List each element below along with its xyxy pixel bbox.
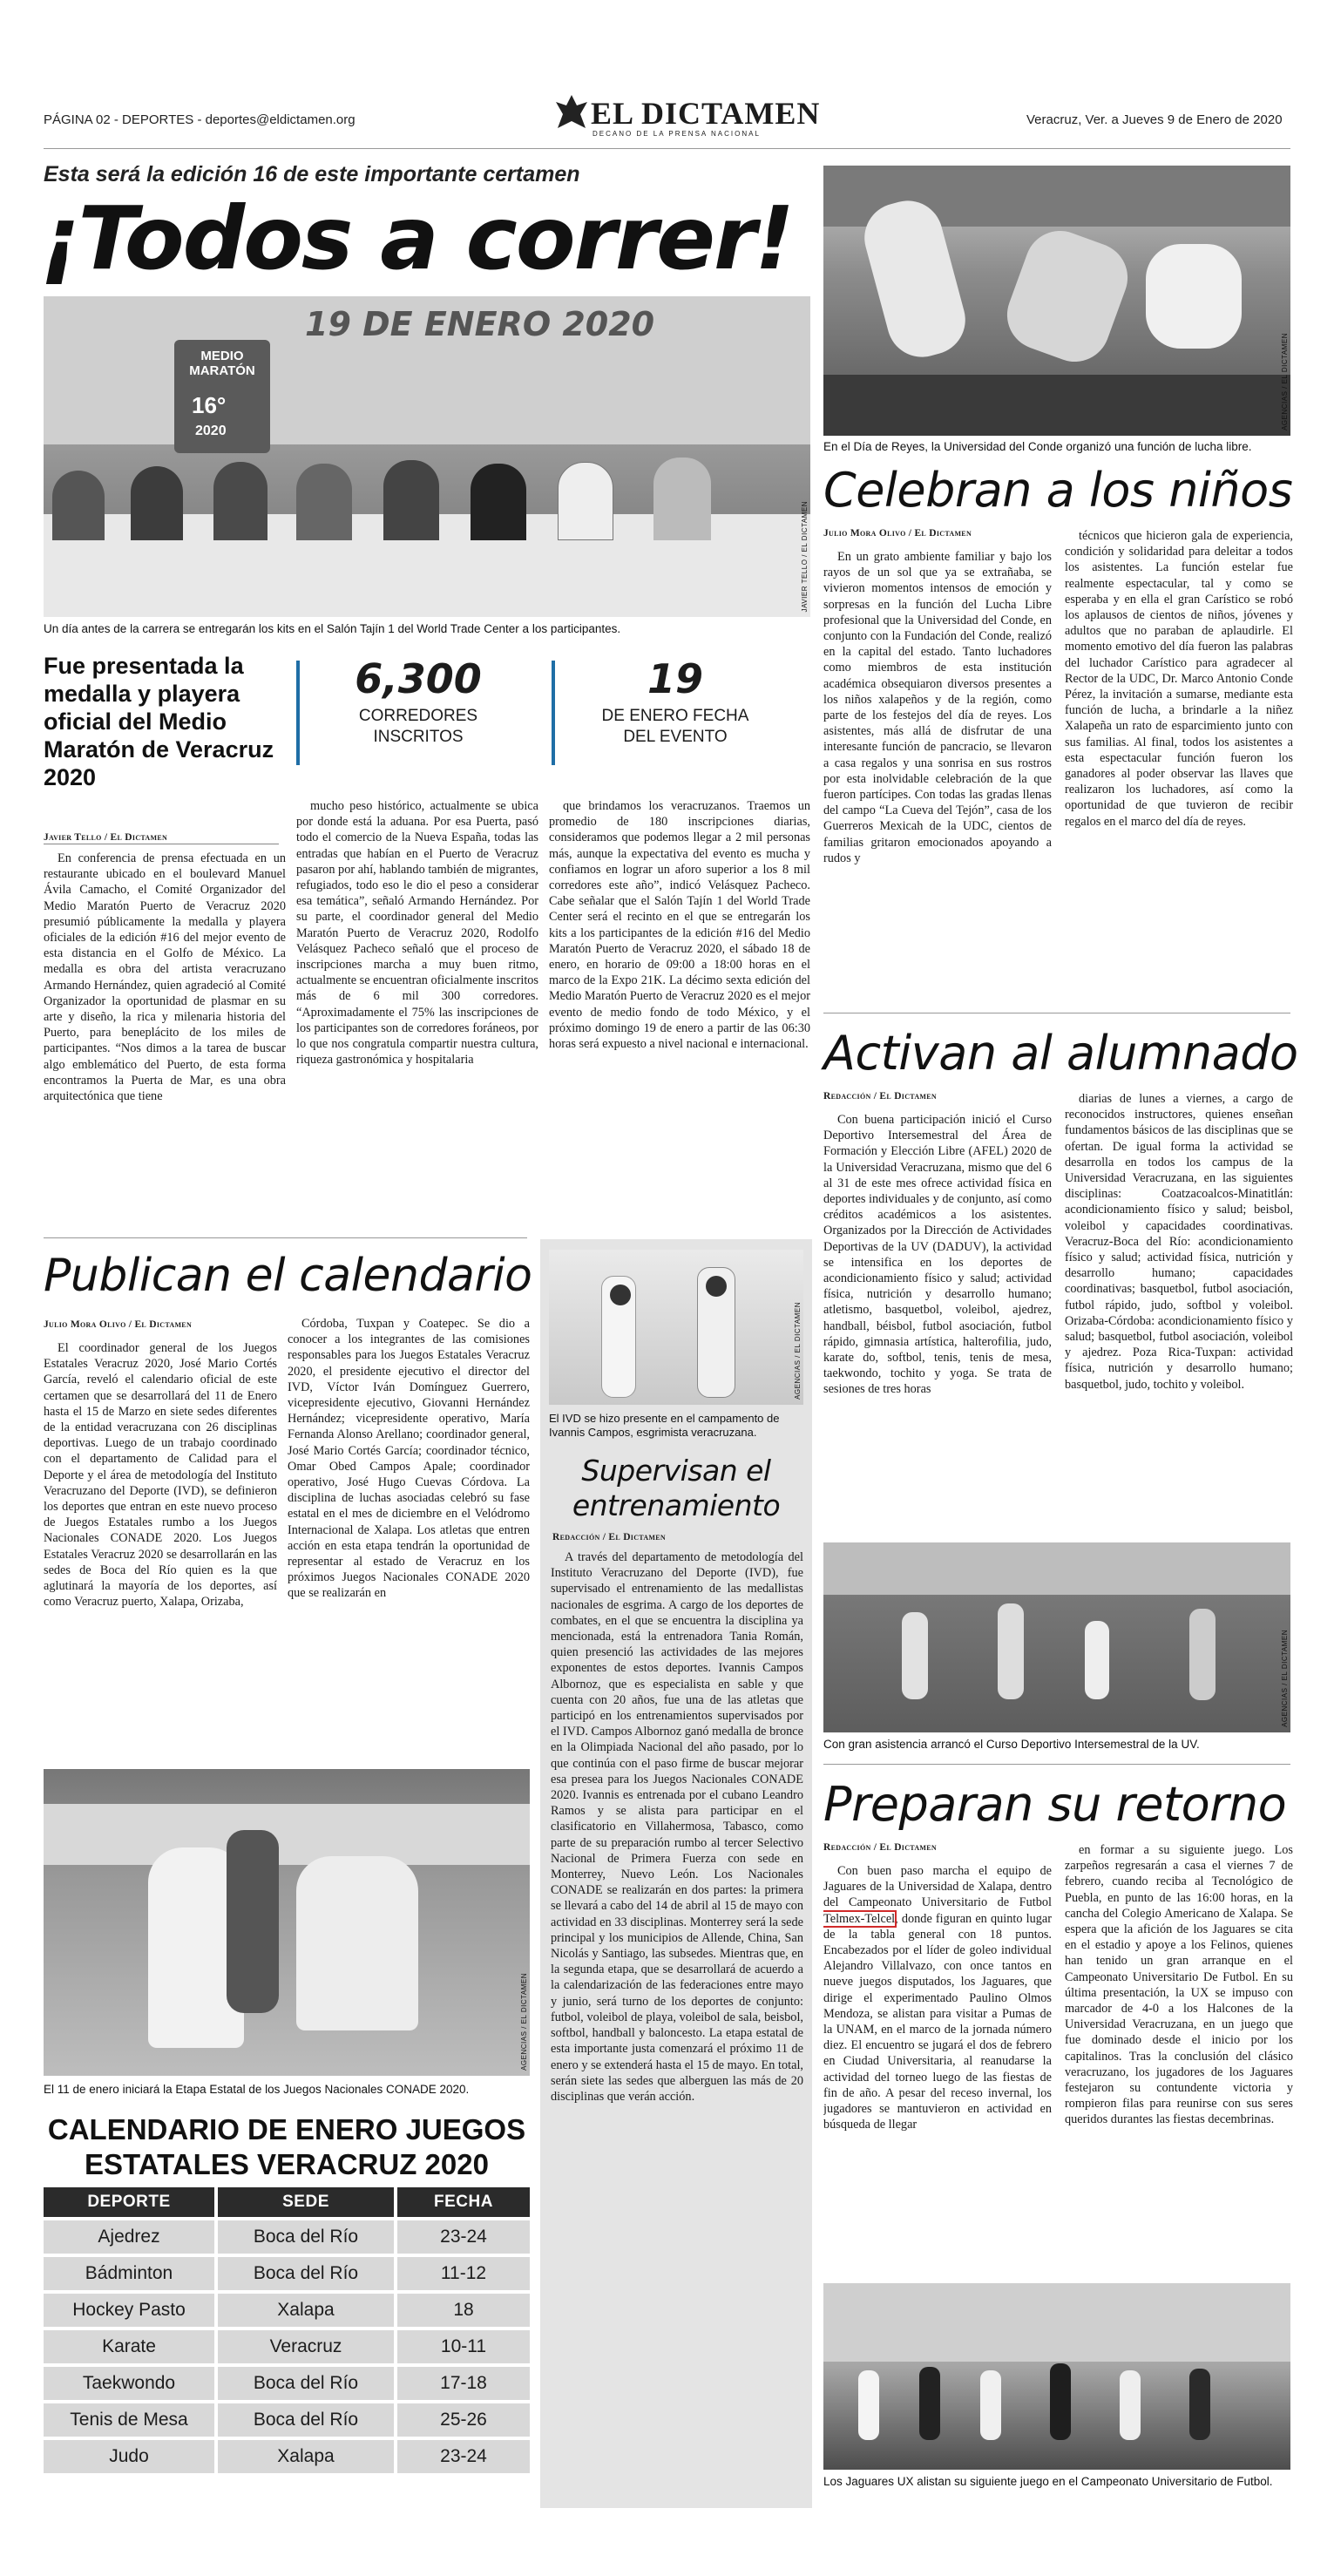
table-row: Judo Xalapa 23-24	[44, 2440, 530, 2473]
retorno-headline: Preparan su retorno	[823, 1777, 1287, 1832]
table-header: FECHA	[397, 2187, 530, 2217]
supervisan-byline: Redacción / El Dictamen	[552, 1532, 666, 1542]
ninos-byline: Julio Mora Olivo / El Dictamen	[823, 528, 972, 539]
table-row: Hockey Pasto Xalapa 18	[44, 2294, 530, 2327]
calendario-column-1: El coordinador general de los Juegos Estatales Veracruz 2020, José Mario Cortés García, reveló el calendario oficial de este certamen que se desarrollará del 11 de Enero hasta el 15 de Marzo en siete sedes diferentes de la entidad veracruzana con 26 disciplinas deportivas. Luego de un trabajo coordinado con el departamento de Calidad para el Deporte y el área de metodología del Instituto Veracruzano del Deporte (IVD), se definieron los deportes que entran en este nuevo proceso de Juegos Estatales rumbo a los Juegos Nacionales CONADE 2020. Los Juegos Estatales Veracruz 2020 se desarrollarán en las sedes de Boca del Río quien es la que aglutinará la mayoría de los deportes, así como Veracruz puerto, Xalapa, Orizaba,	[44, 1341, 277, 1610]
table-row: Ajedrez Boca del Río 23-24	[44, 2220, 530, 2254]
table-header: SEDE	[218, 2187, 397, 2217]
highlighted-sponsor: Telmex-Telcel	[823, 1911, 896, 1926]
alumnado-column-1: Con buena participación inició el Curso Deportivo Intersemestral del Área de Formación y Elección Libre (AFEL) 2020 de la Universidad Veracruzana, mismo que del 6 al 31 de este mes ofrece actividad física en deportes individuales y de conjunto, así como créditos académicos a los asistentes. Organizados por la Dirección de Actividades Deportivas de la UV (DADUV), la actividad se intensifica en los deportes de acondicionamiento físico y salud; actividad física, nutrición y desarrollo humano; atletismo, basquetbol, voleibol, ajedrez, handball, béisbol, futbol asociación, futbol rápido, gimnasia artística, halterofilia, judo, karate do, softbol, tenis, tenis de mesa, taekwondo, tochito y yoga. Se trata de sesiones de tres horas	[823, 1113, 1052, 1397]
ninos-column-2: técnicos que hicieron gala de experiencia, condición y solidaridad para deleitar a todos los asistentes. La función estelar fue realmente espectacular, tal y como se esperaba y en ella el gran Carístico se robó los aplausos de cientos de niños, jóvenes y adultos que no paraban de aplaudirle. El momento emotivo del día fueron las palabras del luchador Carístico para agradecer al Rector de la UDC, Dr. Marco Antonio Conde Pérez, la invitación a sumarse, mediante esta función de lucha, a brindarle a la niñez Xalapeña un rato de esparcimiento junto con sus familias. Al final, todos los asistentes a esta espectacular función fueron los ganadores al poder observar las llaves que realizaron los luchadores, así como la oportunidad de que tuvieron de recibir regalos en el marco del día de reyes.	[1065, 529, 1293, 829]
calendario-column-2: Córdoba, Tuxpan y Coatepec. Se dio a conocer a los integrantes de las comisiones responsables para los Juegos Estatales Veracruz 2020, el presidente ejecutivo el director del IVD, Víctor Iván Domínguez Guerrero, vicepresidente ejecutivo, Giovanni Hernández Hernández; vicepresidente operativo, María Fernanda Alonso Arellano; coordinador general, José Mario Cortés García; coordinador técnico, Omar Obed Campos Apale; coordinador operativo, José Hugo Cuevas Córdova. La disciplina de luchas asociadas celebró su fase estatal en el mes de diciembre en el Velódromo Internacional de Xalapa. Los atletas que entren acción en esta etapa tendrán la oportunidad de representar al estado de Veracruz en los próximos Juegos Nacionales CONADE 2020 que se realizarán en	[288, 1317, 530, 1601]
press-conference-photo	[44, 296, 810, 617]
masthead-logo	[554, 92, 821, 140]
story-kicker: Esta será la edición 16 de este importante certamen	[44, 162, 580, 186]
eagle-logo-icon	[554, 93, 589, 135]
taekwondo-photo	[44, 1769, 530, 2076]
fencing-caption: El IVD se hizo presente en el campamento de Ivannis Campos, esgrimista veracruzana.	[549, 1412, 780, 1439]
masthead-subtitle: DECANO DE LA PRENSA NACIONAL	[593, 130, 761, 138]
story-column-3: que brindamos los veracruzanos. Traemos un promedio de 180 inscripciones diarias, consideramos que podemos llegar a 2 mil personas más, aunque la expectativa del evento es mucha y confiamos en lograr un aforo superior a los 8 mil corredores este año”, indicó Velásquez Pacheco. Cabe señalar que el Salón Tajín 1 del World Trade Center será el recinto en el que se entregarán los kits a los participantes de la edición #16 del Medio Maratón Puerto de Veracruz 2020, el sábado 18 de enero, en horario de 09:00 a 18:00 horas en el marco de la Expo 21K. La décimo sexta edición del Medio Maratón Puerto de Veracruz 2020 es el mejor evento de medio fondo de todo México, y el próximo domingo 19 de enero a partir de las 06:30 horas será expuesto a nivel nacional e internacional.	[549, 799, 810, 1052]
alumnado-byline: Redacción / El Dictamen	[823, 1091, 937, 1102]
table-row: Tenis de Mesa Boca del Río 25-26	[44, 2403, 530, 2437]
table-row: Taekwondo Boca del Río 17-18	[44, 2367, 530, 2400]
stat-date: 19 DE ENERO FECHA DEL EVENTO	[601, 655, 749, 746]
story-byline: Javier Tello / El Dictamen	[44, 832, 168, 843]
photo-credit: JAVIER TELLO / EL DICTAMEN	[801, 500, 809, 612]
photo-credit: AGENCIAS / EL DICTAMEN	[794, 1302, 802, 1400]
ninos-headline: Celebran a los niños	[823, 463, 1293, 518]
story-column-2: mucho peso histórico, actualmente se ubica por donde está la aduana. Por esa Puerta, pasó todo el comercio de la Nueva España, todas las entradas que habían en el Puerto de Veracruz pasaron por ahí, hablando también de migrantes, refugiados, todo eso le dio el peso a considerar esa temática”, señaló Armando Hernández. Por su parte, el coordinador general del Medio Maratón Puerto de Veracruz 2020, Rodolfo Velásquez Pacheco señaló que el proceso de inscripciones marcha a muy buen ritmo, actualmente se encuentran oficialmente inscritos más de 6 mil 300 corredores. “Aproximadamente el 75% las inscripciones de los participantes son de corredores foráneos, por lo que nos congratula compartir nuestra cultura, riqueza gastronómica y hospitalaria	[296, 799, 538, 1068]
retorno-byline: Redacción / El Dictamen	[823, 1842, 937, 1853]
uv-course-photo	[823, 1542, 1290, 1732]
taekwondo-caption: El 11 de enero iniciará la Etapa Estatal de los Juegos Nacionales CONADE 2020.	[44, 2083, 470, 2096]
table-header: DEPORTE	[44, 2187, 218, 2217]
fencing-photo	[549, 1250, 803, 1405]
stat-runners: 6,300 CORREDORES INSCRITOS	[355, 655, 482, 746]
story-subhead: Fue presentada la medalla y playera oficial del Medio Maratón de Veracruz 2020	[44, 653, 274, 790]
retorno-column-2: en formar a su siguiente juego. Los zarpeños regresarán a casa el viernes 7 de febrero, cuando reciba al Tecnológico de Puebla, en punto de las 16:00 horas, en la cancha del Colegio Americano de Xalapa. Se espera que la afición de los Jaguares se cita en el estadio y apoye a los Felinos, quienes han tenido un gran arranque en el Campeonato Universitario De Futbol. En su última presentación, la UX se impuso con marcador de 4-0 a los Halcones de la Universidad Veracruzana, en un juego que fue dominado desde el inicio por los capitalinos. Tras la conclusión del clásico veracruzano, los jugadores de los Jaguares festejaron su contundente victoria y rompieron filas para reunirse con sus seres queridos durantes las fiestas decembrinas.	[1065, 1843, 1293, 2127]
supervisan-sidebox	[540, 1239, 812, 2508]
supervisan-body: A través del departamento de metodología del Instituto Veracruzano del Deporte (IVD), fue supervisado el entrenamiento de las medallistas nacionales de esgrima. A cargo de los deportes de combates, en el que se encuentra la disciplina ya mencionada, está la entrenadora Tania Román, quien presenció las actividades de las mejores exponentes de estos deportes. Ivannis Campos Albornoz, que es especialista en sable y que cuenta con 20 años, fue una de las atletas que participó en los entrenamientos supervisados por el IVD. Campos Albornoz ganó medalla de bronce en la Olimpiada Nacional del año pasado, por lo que continúa con el paso firme de buscar mejorar esa presea para los Juegos Nacionales CONADE 2020. Ivannis es entrenada por el cubano Leandro Ramos y se alista para participar en el clasificatorio en Villahermosa, Tabasco, como parte de su preparación rumbo al tercer Selectivo Nacional de Primera Fuerza con sede en Monterrey, Nuevo León. Los Nacionales CONADE se realizarán en dos partes: la primera se llevará a cabo del 14 de abril al 15 de mayo con actividad en 33 disciplinas. Monterrey será la sede principal y los municipios de Allende, China, San Nicolás y Santiago, las subsedes. Mientras que, en la segunda etapa, que se desarrollará de acuerdo a la calendarización de las federaciones entre mayo y junio, será turno de los deportes de conjunto: futbol, voleibol de playa, voleibol de sala, beisbol, softbol, handball y baloncesto. La etapa estatal de esta importante justa comenzará el próximo 11 de enero y se extenderá hasta el 15 de mayo. En total, serán siete las sedes que alberguen las más de 20 disciplinas que verán acción.	[551, 1550, 803, 2104]
calendar-table	[44, 2184, 530, 2477]
supervisan-headline: Supervisan el entrenamiento	[572, 1454, 781, 1522]
calendar-table-title: CALENDARIO DE ENERO JUEGOS ESTATALES VERACRUZ 2020	[47, 2113, 526, 2180]
calendario-headline: Publican el calendario	[44, 1250, 532, 1302]
table-row: Karate Veracruz 10-11	[44, 2330, 530, 2363]
alumnado-column-2: diarias de lunes a viernes, a cargo de reconocidos instructores, quienes enseñan fundamentos básicos de las disciplinas que se ofertan. De igual forma la actividad se desarrolla en todos los campus de la Universidad Veracruzana, en las siguientes disciplinas: Coatzacoalcos-Minatitlán: acondicionamiento físico y salud; beisbol, voleibol y capacidades coordinativas. Veracruz-Boca del Río: acondicionamiento físico y salud; actividad física, nutrición y desarrollo humano; capacidades coordinativas; basquetbol, futbol asociación, futbol rápido, judo, softbol y voleibol. Orizaba-Córdoba: acondicionamiento físico y salud; basquetbol, futbol asociación, voleibol y ajedrez. Poza Rica-Tuxpan: actividad física, nutrición y desarrollo humano; basquetbol, judo, tochito y voleibol.	[1065, 1092, 1293, 1392]
alumnado-headline: Activan al alumnado	[823, 1026, 1298, 1081]
story-headline: ¡Todos a correr!	[40, 187, 793, 289]
page-section-label: PÁGINA 02 - DEPORTES - deportes@eldictamen.org	[44, 112, 356, 127]
masthead-title: EL DICTAMEN	[591, 96, 821, 131]
jaguares-photo	[823, 2283, 1290, 2470]
photo-credit: AGENCIAS / EL DICTAMEN	[520, 1973, 528, 2071]
calendario-byline: Julio Mora Olivo / El Dictamen	[44, 1319, 193, 1330]
photo-caption: Un día antes de la carrera se entregarán los kits en el Salón Tajín 1 del World Trade Center a los participantes.	[44, 622, 621, 635]
lucha-libre-photo	[823, 166, 1290, 436]
lucha-caption: En el Día de Reyes, la Universidad del Conde organizó una función de lucha libre.	[823, 440, 1252, 453]
ninos-column-1: En un grato ambiente familiar y bajo los rayos de un sol que ya se extrañaba, se vivieron momentos intensos de emoción y sorpresas en la función del Lucha Libre profesional que la Universidad del Conde, en conjunto con la Fundación del Conde, realizó en la capital del estado. Tanto luchadores como miembros de esta institución académica obsequiaron diversos presentes a los niños xalapeños y de la región, como parte de los festejos del día de reyes. Los asistentes, más allá de disfrutar de una interesante función de pancracio, se llevaron a casa regalos y una sonrisa en sus rostros por esta inolvidable celebración de la que fueron partícipes. Con todas las gradas llenas del campo “La Cueva del Tejón”, casa de los Guerreros Mexicah de la UDC, cientos de familias gritaron emocionados apoyando a rudos y	[823, 550, 1052, 865]
page-date: Veracruz, Ver. a Jueves 9 de Enero de 2020	[1026, 112, 1283, 127]
uv-course-caption: Con gran asistencia arrancó el Curso Deportivo Intersemestral de la UV.	[823, 1738, 1200, 1751]
story-column-1: En conferencia de prensa efectuada en un restaurante ubicado en el boulevard Manuel Ávila Camacho, el Comité Organizador del Medio Maratón Puerto de Veracruz 2020 presumió públicamente la medalla y playera oficiales de la edición #16 del mejor evento de esta distancia en el Golfo de México. La medalla es obra del artista veracruzano Armando Hernández, quien agradeció al Comité Organizador la oportunidad de plasmar en su arte y diseño, la rica y milenaria historia del Puerto, para beneplácito de los miles de participantes. “Nos dimos a la tarea de buscar algo emblemático del Puerto, de esta forma encontramos la Puerta de Mar, es una obra arquitectónica que tiene	[44, 851, 286, 1104]
photo-credit: AGENCIAS / EL DICTAMEN	[1281, 333, 1289, 430]
jaguares-caption: Los Jaguares UX alistan su siguiente juego en el Campeonato Universitario de Futbol.	[823, 2475, 1273, 2488]
medio-maraton-logo: MEDIO MARATÓN 16° 2020	[174, 340, 270, 453]
photo-banner-text: 19 DE ENERO 2020	[305, 305, 655, 343]
photo-credit: AGENCIAS / EL DICTAMEN	[1281, 1630, 1289, 1727]
table-row: Bádminton Boca del Río 11-12	[44, 2257, 530, 2290]
retorno-column-1: Con buen paso marcha el equipo de Jaguares de la Universidad de Xalapa, dentro del Campeonato Universitario de Futbol Telmex-Telcel, donde figuran en quinto lugar de la tabla general con 18 puntos. Encabezados por el líder de goleo individual Alejandro Villalvazo, con once tantos en nueve juegos disputados, los Jaguares, que dirige el experimentado Paulino Olmos Mendoza, se alistan para visitar a Pumas de la UNAM, en el marco de la jornada número diez. El encuentro se jugará el dos de febrero en Ciudad Universitaria, al reanudarse la actividad del torneo luego de las fiestas de fin de año. A pesar del receso invernal, los jugadores se mantuvieron en actividad en búsqueda de llegar	[823, 1864, 1052, 2132]
